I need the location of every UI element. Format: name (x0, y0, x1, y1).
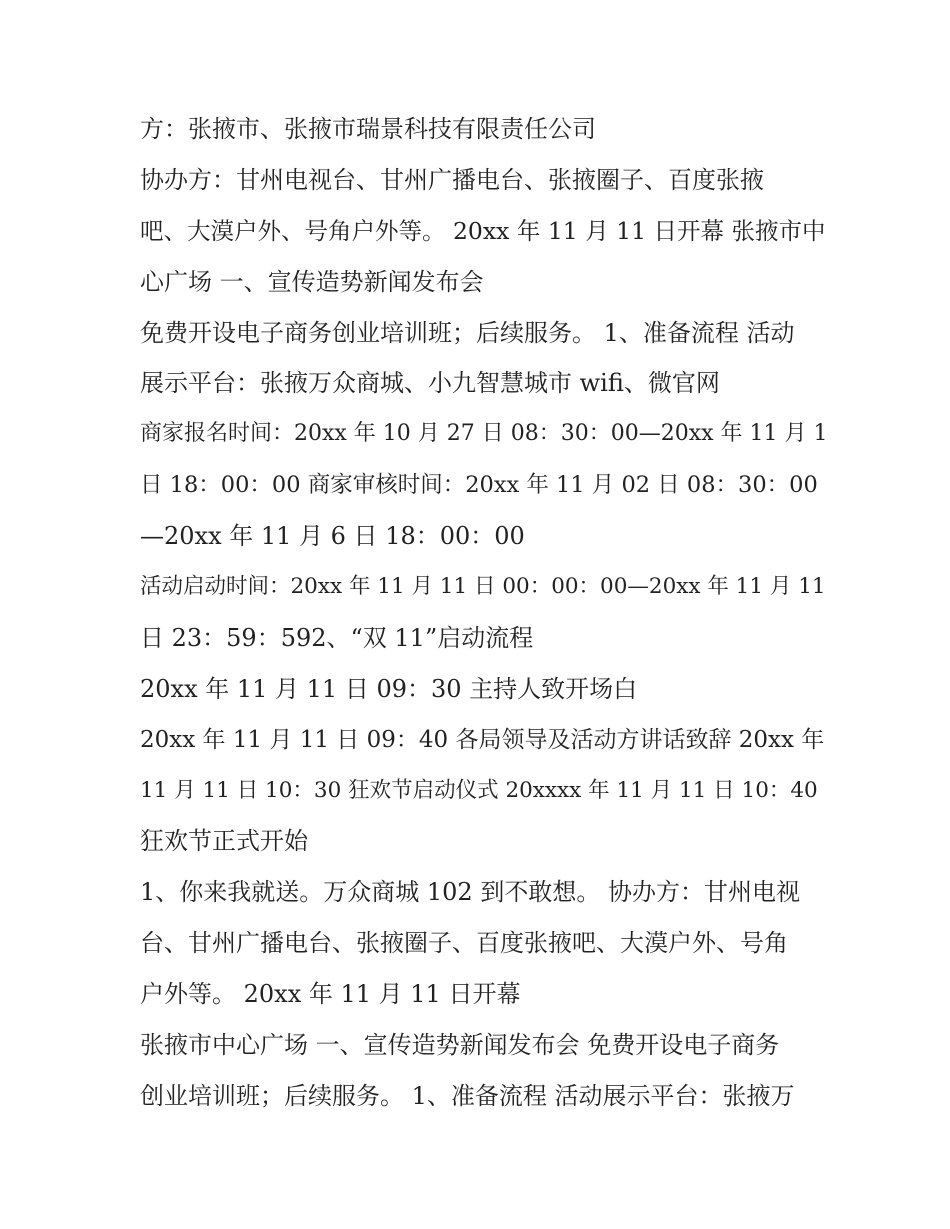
text-line: 11 月 11 日 10：30 狂欢节启动仪式 20xxxx 年 11 月 11 日 10：40 (140, 777, 818, 803)
text-line: 商家报名时间：20xx 年 10 月 27 日 08：30：00—20xx 年 11 月 1 (140, 421, 828, 447)
text-line: 20xx 年 11 月 11 日 09：40 各局领导及活动方讲话致辞 20xx 年 (140, 726, 825, 753)
text-line: 20xx 年 11 月 11 日 09：30 主持人致开场白 (140, 674, 638, 703)
text-line: 户外等。 20xx 年 11 月 11 日开幕 (140, 980, 521, 1009)
document-body (140, 104, 830, 1122)
text-line: 日 23：59：592、“双 11”启动流程 (140, 623, 534, 652)
text-line: 免费开设电子商务创业培训班；后续服务。 1、准备流程 活动 (140, 318, 795, 347)
text-line: 吧、大漠户外、号角户外等。 20xx 年 11 月 11 日开幕 张掖市中 (140, 216, 826, 245)
text-line: 日 18：00：00 商家审核时间：20xx 年 11 月 02 日 08：30：00 (140, 472, 818, 499)
text-line: 1、你来我就送。万众商城 102 到不敢想。 协办方：甘州电视 (140, 878, 800, 907)
text-line: 方：张掖市、张掖市瑞景科技有限责任公司 (140, 115, 596, 143)
text-line: 狂欢节正式开始 (140, 827, 308, 856)
text-line: 协办方：甘州电视台、甘州广播电台、张掖圈子、百度张掖 (140, 165, 764, 194)
text-line: 活动启动时间：20xx 年 11 月 11 日 00：00：00—20xx 年 11 月 11 (140, 574, 826, 600)
text-line: —20xx 年 11 月 6 日 18：00：00 (140, 522, 525, 551)
text-line: 台、甘州广播电台、张掖圈子、百度张掖吧、大漠户外、号角 (140, 929, 788, 958)
text-line: 张掖市中心广场 一、宣传造势新闻发布会 免费开设电子商务 (140, 1031, 780, 1060)
text-line: 创业培训班；后续服务。 1、准备流程 活动展示平台：张掖万 (140, 1081, 795, 1110)
text-line: 展示平台：张掖万众商城、小九智慧城市 wifi、微官网 (140, 369, 720, 398)
text-line: 心广场 一、宣传造势新闻发布会 (140, 267, 484, 296)
